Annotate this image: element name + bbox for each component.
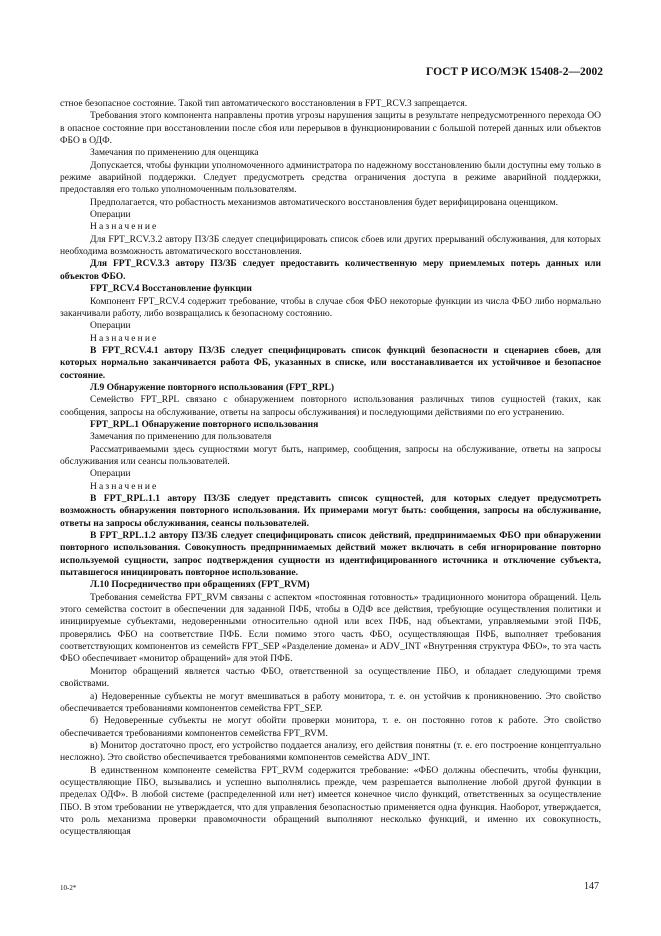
subheading-operations: Операции (90, 468, 131, 480)
subheading-operations: Операции (90, 320, 131, 332)
page-number: 147 (584, 881, 599, 892)
paragraph: Предполагается, что робастность механизмов автоматического восстановления будет верифицирована оценщиком. (90, 196, 558, 208)
paragraph-bold: В FPT_RPL.1.2 автору ПЗ/ЗБ следует специфицировать список действий, предпринимаемых ФБО при обнаружении повторного использования. Совокупность предпринимаемых действий может включать в себя игнорирование повторно используемой сущности, запрос подтверждения сущности из идентифицированного источника и отключение субъекта, пытавшегося инициировать повторное использование. (60, 530, 601, 579)
section-heading: Л.10 Посредничество при обращениях (FPT_RVM) (90, 579, 310, 591)
paragraph: Требования семейства FPT_RVM связаны с аспектом «постоянная готовность» традиционного монитора обращений. Цель этого семейства состоит в обеспечении для заданной ПФБ, чтобы в ОДФ все действия, требующие осуществления политики и инициируемые субъектами, недоверенными относительно одной или всех ПФБ, над объектами, управляемыми этой ПФБ, проверялись ФБО на соответствие ПФБ. Если помимо этого часть ФБО, осуществляющая ПФБ, выполняет требования соответствующих компонентов из семейств FPT_SEP «Разделение домена» и ADV_INT «Внутренняя структура ФБО», то эта часть ФБО обеспечивает «монитор обращений» для этой ПФБ. (60, 591, 601, 665)
paragraph-bold: В FPT_RCV.4.1 автору ПЗ/ЗБ следует специфицировать список функций безопасности и сценариев сбоев, для которых нормально заканчивается работа ФБ, указанных в списке, или восстанавливается их устойчивое и безопасное состояние. (60, 344, 601, 381)
subheading-operations: Операции (90, 209, 131, 221)
document-body (60, 98, 601, 839)
paragraph: Рассматриваемыми здесь сущностями могут быть, например, сообщения, запросы на обслуживание, ответы на запросы обслуживания или сеансы пользователей. (60, 443, 601, 467)
subheading-assignment: Назначение (90, 221, 159, 233)
paragraph: Для FPT_RCV.3.2 автору ПЗ/ЗБ следует специфицировать список сбоев или других прерываний обслуживания, для которых необходима возможность автоматического восстановления. (60, 233, 601, 258)
paragraph: Допускается, чтобы функции уполномоченного администратора по надежному восстановлению были доступны ему только в режиме аварийной поддержки. Следует предусмотреть средства ограничения доступа в режиме аварийной поддержки, предоставляя его только уполномоченным пользователям. (60, 159, 601, 196)
paragraph: В единственном компоненте семейства FPT_RVM содержится требование: «ФБО должны обеспечить, чтобы функции, осуществляющие ПБО, вызывались и успешно выполнялись прежде, чем разрешается выполнение любой другой функции в пределах ОДФ». В любой системе (распределенной или нет) имеется конечное число функций, ответственных за осуществление ПБО. В этом требовании не утверждается, что для управления безопасностью применяется одна функция. Наоборот, утверждается, что роль механизма проверки правомочности обращений выполняют несколько функций, и именно их совокупность, осуществляющая (60, 764, 601, 838)
page-header-title: ГОСТ Р ИСО/МЭК 15408-2—2002 (426, 66, 603, 78)
list-item: а) Недоверенные субъекты не могут вмешиваться в работу монитора, т. е. он устойчив к проникновению. Это свойство обеспечивается требованиями компонентов семейства FPT_SEP. (60, 690, 601, 714)
subheading-assignment: Назначение (90, 480, 159, 492)
paragraph: Требования этого компонента направлены против угрозы нарушения защиты в результате непредусмотренного перехода ОО в опасное состояние при восстановлении после сбоя или перерывов в функционировании с большой потерей данных или объектов ФБО в ОДФ. (60, 110, 601, 147)
paragraph-bold: В FPT_RPL.1.1 автору ПЗ/ЗБ следует представить список сущностей, для которых следует предусмотреть возможность обнаружения повторного использования. Их примерами могут быть: сообщения, запросы на обслуживание, ответы на запросы обслуживания, сеансы пользователей. (60, 493, 601, 529)
component-heading: FPT_RPL.1 Обнаружение повторного использования (90, 418, 319, 430)
paragraph: стное безопасное состояние. Такой тип автоматического восстановления в FPT_RCV.3 запрещается. (60, 98, 468, 109)
list-item: б) Недоверенные субъекты не могут обойти проверки монитора, т. е. он постоянно готов к работе. Это свойство обеспечивается требованиями компонентов семейства FPT_RVM. (60, 715, 601, 739)
list-item: в) Монитор достаточно прост, его устройство поддается анализу, его действия понятны (т. е. его построение концептуально несложно). Это свойство обеспечивается требованиями компонентов семейства ADV_INT. (60, 739, 601, 764)
paragraph: Компонент FPT_RCV.4 содержит требование, чтобы в случае сбоя ФБО некоторые функции из числа ФБО либо нормально заканчивали работу, либо возвращались к безопасному состоянию. (60, 295, 601, 319)
paragraph-bold: Для FPT_RCV.3.3 автору ПЗ/ЗБ следует предоставить количественную меру приемлемых потерь данных или объектов ФБО. (60, 258, 601, 282)
section-heading: Л.9 Обнаружение повторного использования (FPT_RPL) (90, 381, 335, 393)
subheading-note: Замечания по применению для пользователя (90, 431, 272, 443)
component-heading: FPT_RCV.4 Восстановление функции (90, 283, 252, 295)
subheading-note: Замечания по применению для оценщика (90, 147, 259, 159)
subheading-assignment: Назначение (90, 332, 159, 344)
paragraph: Семейство FPT_RPL связано с обнаружением повторного использования различных типов сущностей (таких, как сообщения, запросы на обслуживание, ответы на запросы обслуживания) и последующими действиями по его устранению. (60, 394, 601, 418)
footer-sheet-mark: 10-2* (60, 884, 77, 892)
paragraph: Монитор обращений является частью ФБО, ответственной за осуществление ПБО, и обладает следующими тремя свойствами. (60, 665, 601, 690)
